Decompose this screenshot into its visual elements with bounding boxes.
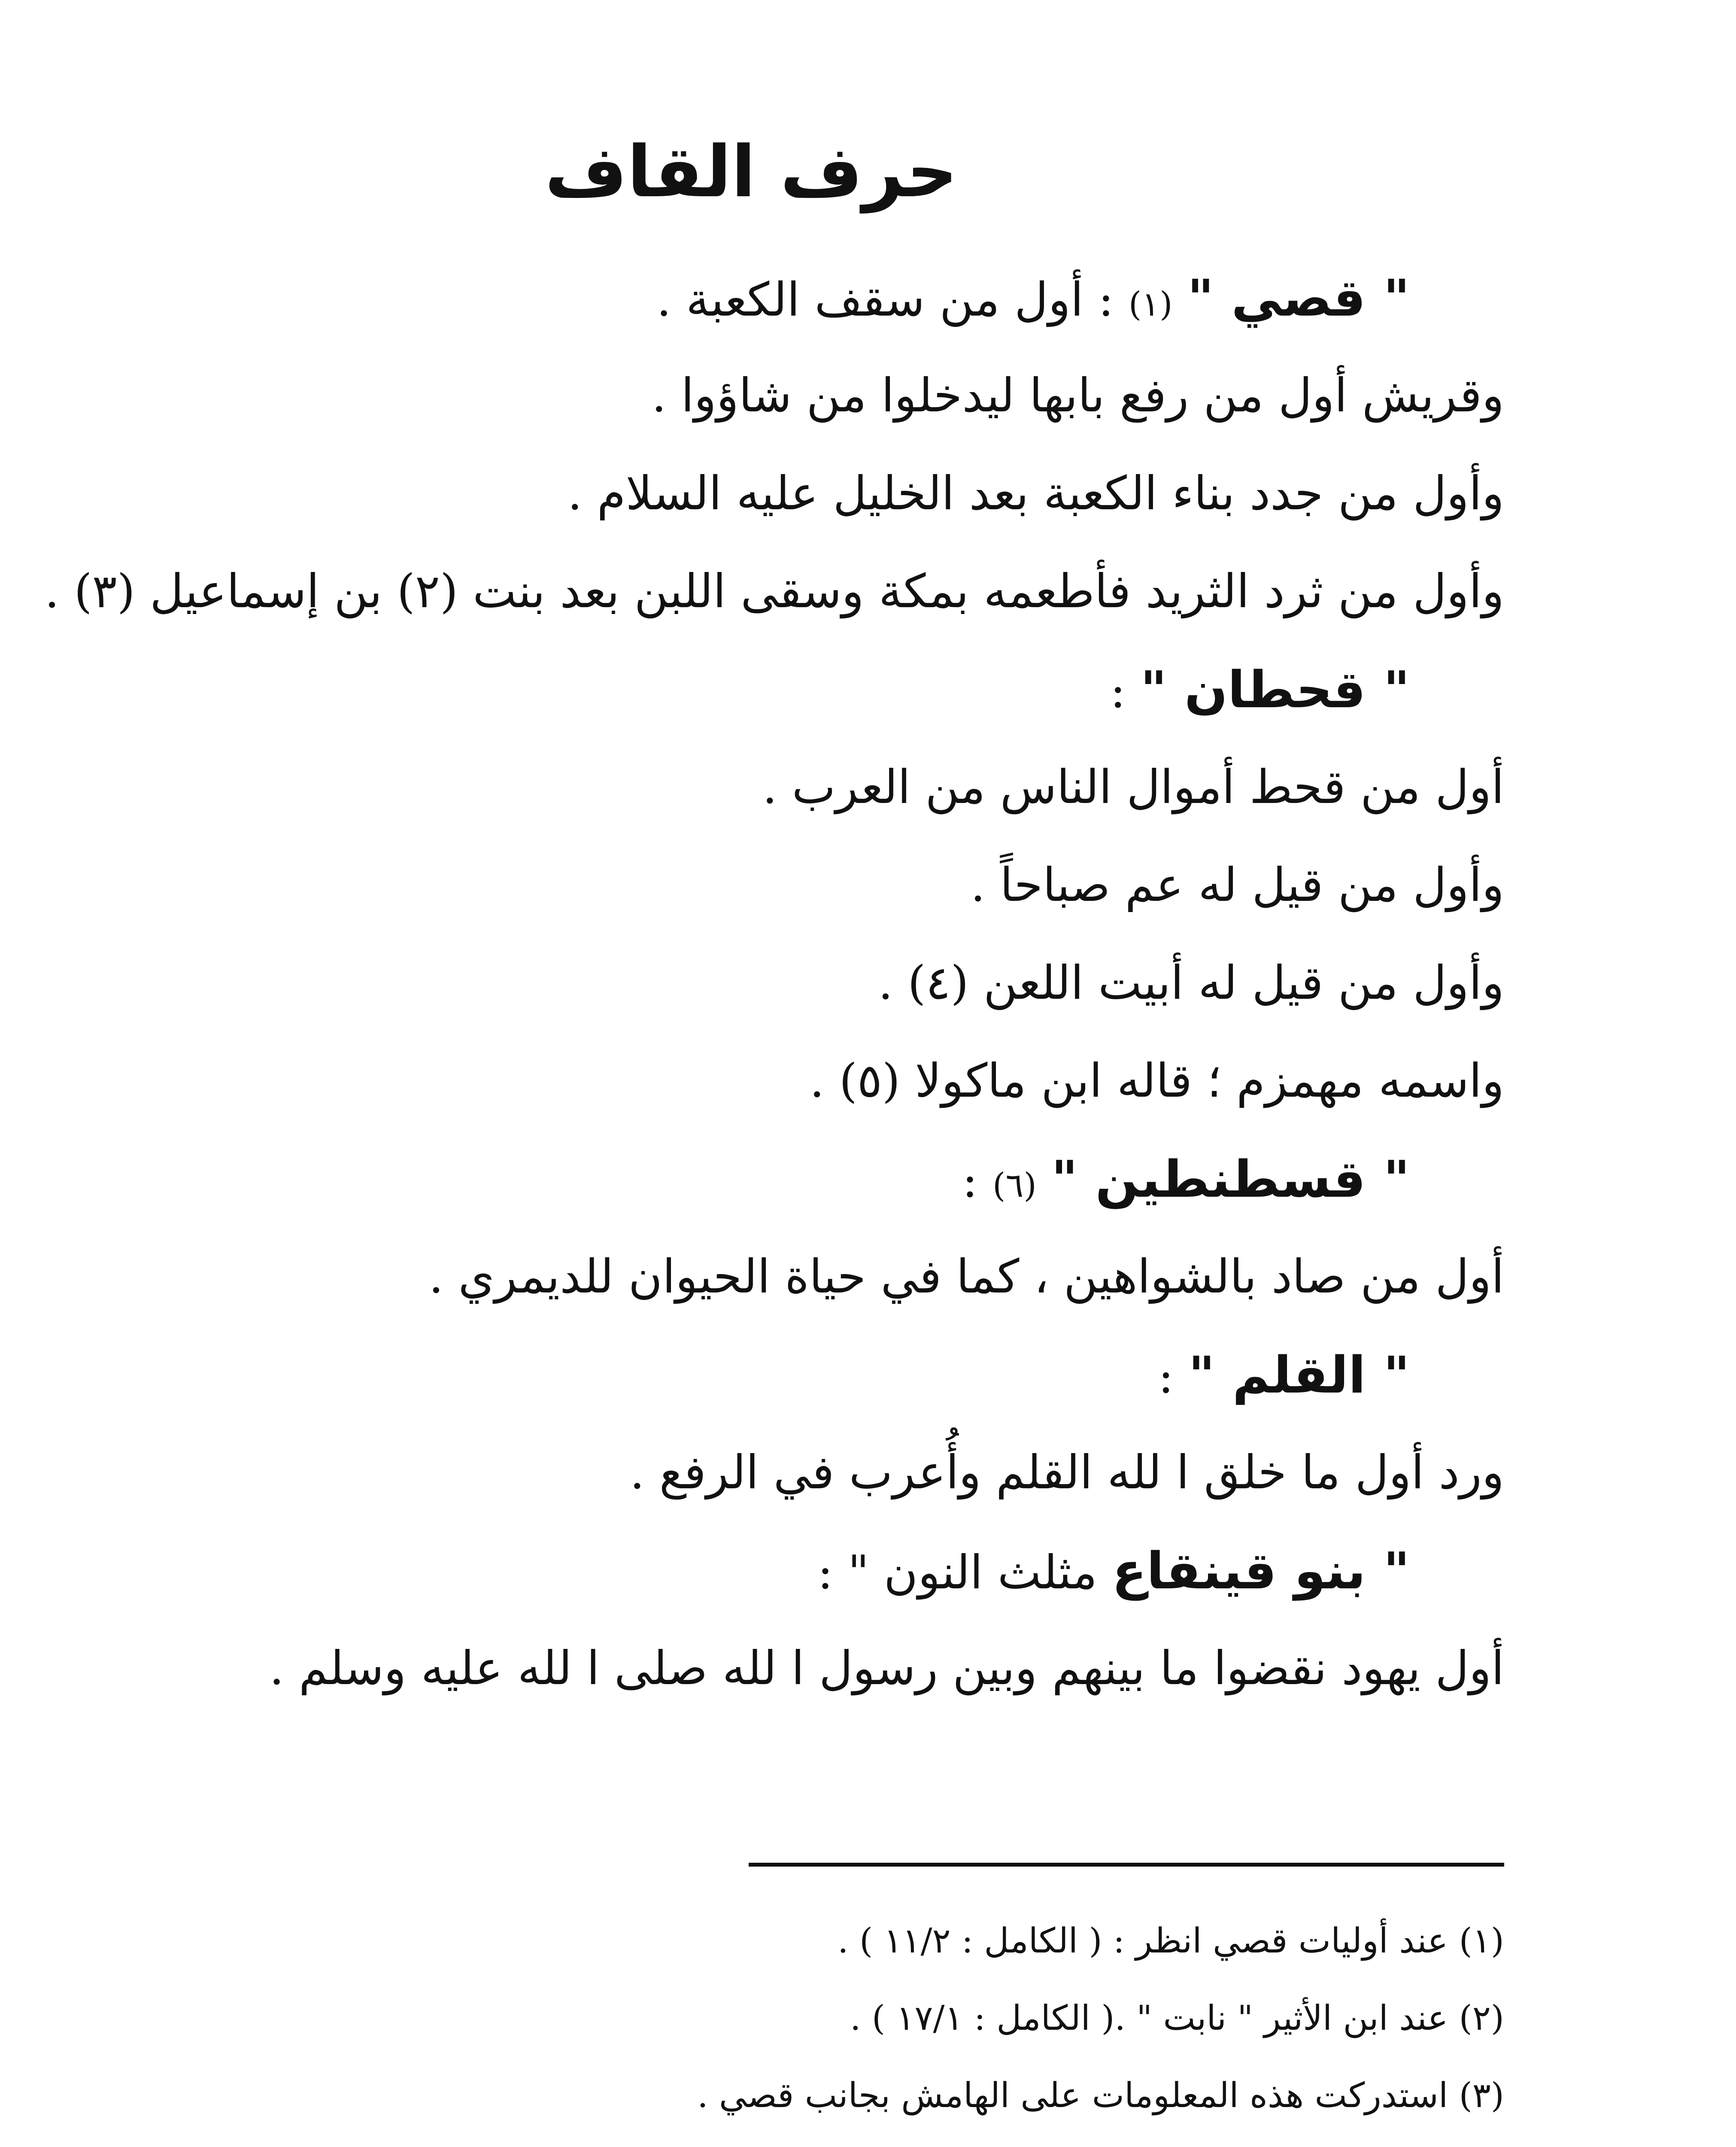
chapter-title: حرف القاف [545,131,958,213]
footnote: (٣) استدركت هذه المعلومات على الهامش بجانب قصي . [697,2075,1504,2115]
entry-text: : [1158,1350,1174,1404]
entry-heading [131,1326,1504,1424]
text-line: وأول من جدد بناء الكعبة بعد الخليل عليه السلام . [567,467,1504,520]
entry-keyword: " القلم " [1188,1345,1410,1405]
text-line: واسمه مهمزم ؛ قاله ابن ماكولا (٥) . [810,1054,1504,1108]
text-line: أول من صاد بالشواهين ، كما في حياة الحيوان للديمري . [428,1250,1504,1304]
text-line: وأول من قيل له أبيت اللعن (٤) . [878,956,1504,1010]
entry-heading [131,1130,1504,1228]
entry-heading [131,1522,1504,1620]
footnote-mark: (١) [1128,285,1173,324]
entry-heading [131,641,1504,739]
footnotes [131,1902,1504,2147]
footnote-mark: (٦) [992,1166,1037,1205]
entry-text: : أول من سقف الكعبة . [656,273,1114,327]
entry-heading [131,249,1504,347]
entry-keyword: " قسطنطين " [1051,1150,1410,1209]
text-line: ورد أول ما خلق ا لله القلم وأُعرب في الرفع . [630,1446,1504,1499]
entry-keyword: " بنو قينقاع [1112,1541,1410,1600]
footnote: (١) عند أوليات قصي انظر : ( الكامل : ١١/٢ ) . [838,1921,1504,1961]
text-line: وأول من ثرد الثريد فأطعمه بمكة وسقى اللبن بعد بنت (٢) بن إسماعيل (٣) . [44,565,1504,618]
text-line: أول من قحط أموال الناس من العرب . [762,760,1504,814]
footnote-separator [749,1863,1504,1867]
entry-keyword: " قصي " [1187,268,1410,328]
body-text [44,249,1504,1718]
entry-keyword: " قحطان " [1140,660,1410,719]
text-line: أول يهود نقضوا ما بينهم وبين رسول ا لله صلى ا لله عليه وسلم . [269,1642,1504,1695]
text-line: وأول من قيل له عم صباحاً . [970,858,1504,912]
text-line: وقريش أول من رفع بابها ليدخلوا من شاؤوا . [651,369,1504,423]
entry-text: مثلث النون " : [817,1546,1098,1600]
entry-text: : [962,1154,978,1208]
footnote: (٢) عند ابن الأثير " نابت " .( الكامل : ١٧/١ ) . [850,1998,1504,2038]
footnote [131,2134,1504,2147]
entry-text: : [1110,665,1126,718]
